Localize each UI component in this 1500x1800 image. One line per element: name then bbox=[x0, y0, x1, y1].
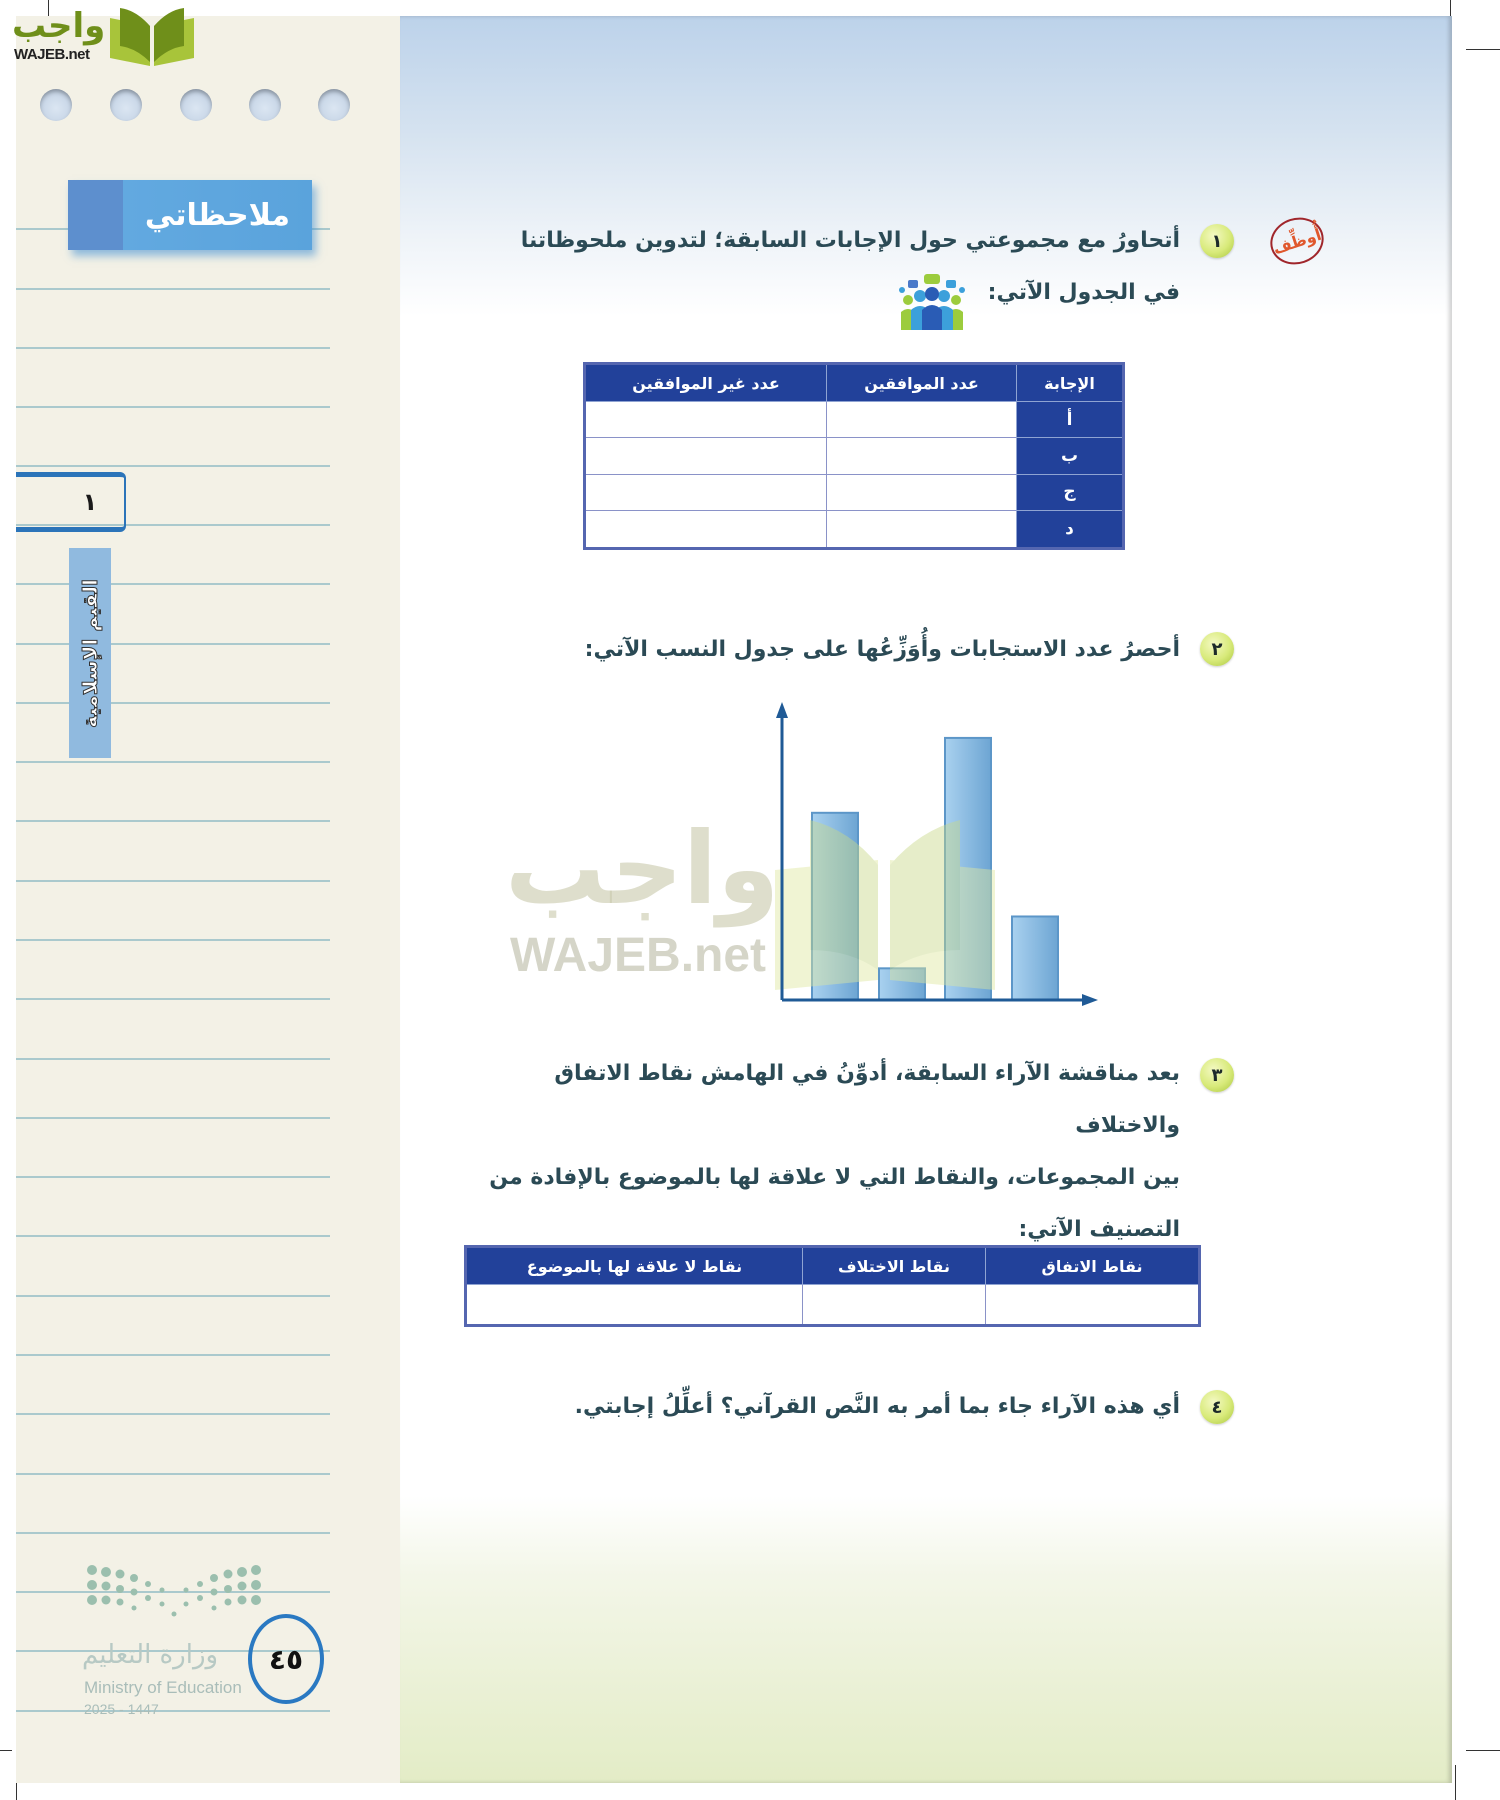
ruled-line bbox=[16, 465, 330, 467]
answer-label: د bbox=[1017, 510, 1124, 548]
my-notes-label bbox=[68, 180, 312, 250]
crop-mark bbox=[1466, 1750, 1500, 1751]
crop-mark bbox=[1466, 49, 1500, 50]
table-row bbox=[466, 1285, 1200, 1326]
subject-tab bbox=[69, 548, 111, 758]
ministry-name-english: Ministry of Education bbox=[84, 1678, 242, 1697]
watermark-english: WAJEB.net bbox=[510, 929, 767, 982]
ruled-line bbox=[16, 1532, 330, 1534]
table-header-disagree-count: عدد غير الموافقين bbox=[585, 364, 827, 402]
ruled-line bbox=[16, 1058, 330, 1060]
classification-table bbox=[464, 1245, 1201, 1327]
ruled-line bbox=[16, 702, 330, 704]
subject-title: القيم الإسلامية bbox=[78, 578, 102, 728]
edition-year: 2025 - 1447 bbox=[84, 1701, 159, 1717]
agreement-points-cell[interactable] bbox=[986, 1285, 1200, 1326]
disagree-count-cell[interactable] bbox=[585, 474, 827, 510]
disagree-count-cell[interactable] bbox=[585, 402, 827, 438]
ruled-line bbox=[16, 880, 330, 882]
agree-count-cell[interactable] bbox=[827, 438, 1017, 474]
ruled-line bbox=[16, 761, 330, 763]
ruled-line bbox=[16, 288, 330, 290]
table-header-disagreement-points: نقاط الاختلاف bbox=[803, 1247, 986, 1285]
answer-label: أ bbox=[1017, 402, 1124, 438]
my-notes-text: ملاحظاتي bbox=[144, 197, 290, 233]
binder-hole bbox=[180, 89, 212, 121]
ministry-logo-icon bbox=[84, 1564, 264, 1624]
disagreement-points-cell[interactable] bbox=[803, 1285, 986, 1326]
ruled-line bbox=[16, 820, 330, 822]
question-line: أحصرُ عدد الاستجابات وأُوَزِّعُها على جدول النسب الآتي: bbox=[584, 637, 1180, 662]
notes-sidebar bbox=[16, 16, 402, 1783]
question-2-text bbox=[460, 624, 1180, 676]
ruled-line bbox=[16, 406, 330, 408]
chart-bar bbox=[1012, 916, 1058, 1000]
question-4-text bbox=[460, 1381, 1180, 1433]
open-book-icon bbox=[106, 4, 198, 66]
binder-hole bbox=[249, 89, 281, 121]
ruled-line bbox=[16, 1710, 330, 1712]
table-header-answer: الإجابة bbox=[1017, 364, 1124, 402]
question-number-badge bbox=[1200, 632, 1234, 666]
question-number: ٣ bbox=[1211, 1064, 1223, 1086]
wajeb-logo[interactable] bbox=[8, 4, 188, 66]
agree-count-cell[interactable] bbox=[827, 402, 1017, 438]
table-row bbox=[585, 402, 1124, 438]
logo-english-text: WAJEB.net bbox=[14, 46, 90, 63]
x-axis-arrow-icon bbox=[1082, 994, 1098, 1006]
disagree-count-cell[interactable] bbox=[585, 438, 827, 474]
ruled-line bbox=[16, 583, 330, 585]
agree-count-cell[interactable] bbox=[827, 474, 1017, 510]
binder-hole bbox=[110, 89, 142, 121]
ruled-line bbox=[16, 1235, 330, 1237]
binder-hole bbox=[318, 89, 350, 121]
table-row bbox=[585, 438, 1124, 474]
responses-table bbox=[583, 362, 1125, 550]
irrelevant-points-cell[interactable] bbox=[466, 1285, 803, 1326]
table-header-irrelevant-points: نقاط لا علاقة لها بالموضوع bbox=[466, 1247, 803, 1285]
question-line: أتحاورُ مع مجموعتي حول الإجابات السابقة؛ لتدوين ملحوظاتنا bbox=[520, 228, 1180, 253]
question-line: بعد مناقشة الآراء السابقة، أدوِّنُ في الهامش نقاط الاتفاق والاختلاف bbox=[554, 1061, 1180, 1138]
ruled-line bbox=[16, 1413, 330, 1415]
table-row bbox=[585, 510, 1124, 548]
ruled-line bbox=[16, 1473, 330, 1475]
answer-label: ب bbox=[1017, 438, 1124, 474]
question-line: التصنيف الآتي: bbox=[1018, 1217, 1180, 1242]
question-number-badge bbox=[1200, 1390, 1234, 1424]
table-header-agree-count: عدد الموافقين bbox=[827, 364, 1017, 402]
question-1-text bbox=[460, 215, 1180, 319]
page-number: ٤٥ bbox=[268, 1642, 304, 1676]
question-number: ٢ bbox=[1211, 638, 1223, 660]
logo-arabic-text: واجب bbox=[12, 6, 106, 46]
question-number-badge bbox=[1200, 1058, 1234, 1092]
ruled-line bbox=[16, 1295, 330, 1297]
ruled-line bbox=[16, 1117, 330, 1119]
ruled-line bbox=[16, 998, 330, 1000]
binder-hole bbox=[40, 89, 72, 121]
responses-bar-chart bbox=[770, 690, 1110, 1020]
ruled-line bbox=[16, 643, 330, 645]
question-line: بين المجموعات، والنقاط التي لا علاقة لها بالموضوع بالإفادة من bbox=[489, 1165, 1180, 1190]
crop-mark bbox=[0, 1750, 12, 1751]
answer-label: ج bbox=[1017, 474, 1124, 510]
question-number: ١ bbox=[1211, 230, 1223, 252]
ministry-name-arabic: وزارة التعليم bbox=[82, 1640, 219, 1670]
ruled-line bbox=[16, 939, 330, 941]
unit-number: ١ bbox=[82, 488, 98, 516]
group-discussion-icon bbox=[898, 274, 966, 330]
question-line: أي هذه الآراء جاء بما أمر به النَّص القرآني؟ أعلِّلُ إجابتي. bbox=[574, 1394, 1180, 1419]
watermark-arabic: واجب bbox=[505, 810, 780, 927]
disagree-count-cell[interactable] bbox=[585, 510, 827, 548]
stamp-label: أُوظِّف bbox=[1270, 224, 1324, 258]
question-number-badge bbox=[1200, 224, 1234, 258]
unit-number-box bbox=[16, 472, 126, 532]
table-row bbox=[585, 474, 1124, 510]
question-line: في الجدول الآتي: bbox=[987, 280, 1180, 305]
crop-mark bbox=[1455, 1765, 1456, 1800]
page-number-circle bbox=[248, 1614, 324, 1704]
question-3-text bbox=[460, 1048, 1180, 1256]
question-number: ٤ bbox=[1211, 1396, 1223, 1418]
agree-count-cell[interactable] bbox=[827, 510, 1017, 548]
y-axis-arrow-icon bbox=[776, 702, 788, 718]
table-header-agreement-points: نقاط الاتفاق bbox=[986, 1247, 1200, 1285]
ruled-line bbox=[16, 347, 330, 349]
ruled-line bbox=[16, 1354, 330, 1356]
ruled-line bbox=[16, 1176, 330, 1178]
